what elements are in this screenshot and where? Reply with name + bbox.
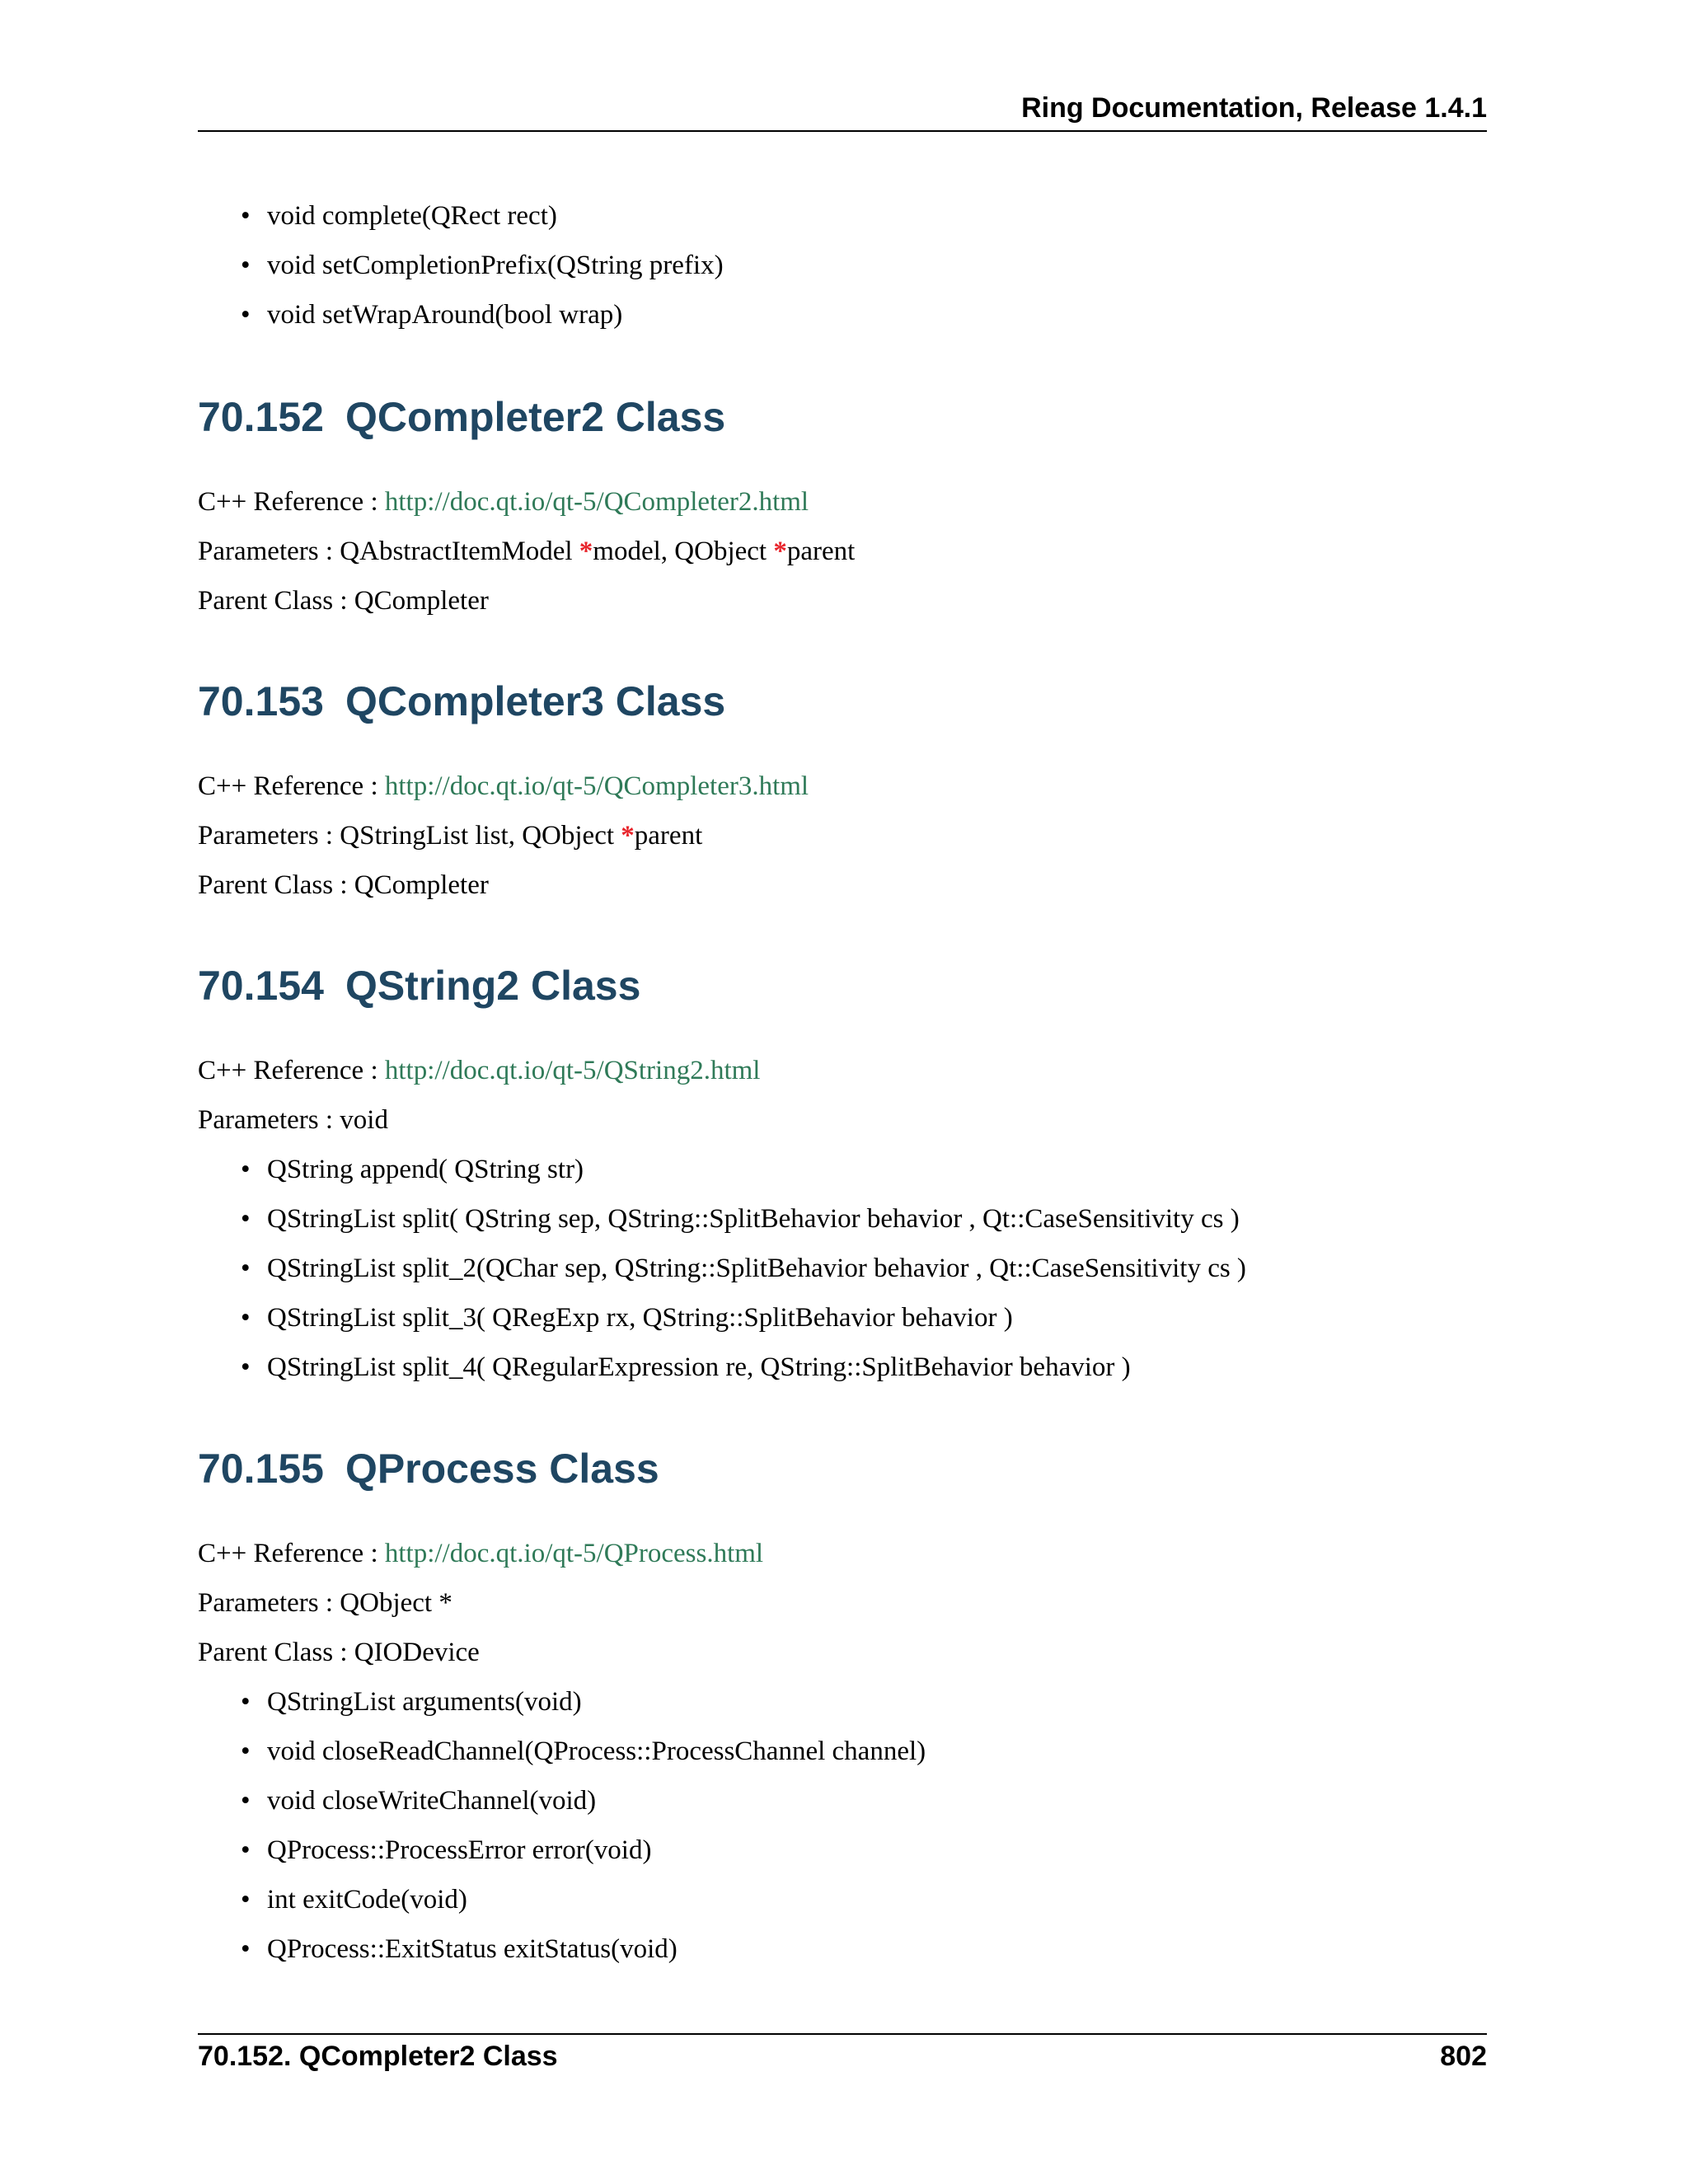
list-item: • void complete(QRect rect) [198,199,1487,249]
parameters-label: Parameters : [198,1588,340,1618]
parameters-label: Parameters : [198,821,340,851]
list-item: • QStringList arguments(void) [198,1685,1487,1735]
pointer-star: * [579,537,593,566]
section-qstring2 [198,961,1487,1010]
parameters-value: void [340,1105,388,1135]
parent-class [198,584,1487,634]
parameters [198,1104,1487,1153]
parent-class-label: Parent Class : [198,586,354,616]
parameters-text: parent [634,821,703,851]
cpp-reference-link[interactable]: http://doc.qt.io/qt-5/QProcess.html [384,1539,764,1568]
parameters-text: QAbstractItemModel [340,537,579,566]
parameters-value: QObject * [340,1588,452,1618]
parent-class-value: QIODevice [354,1638,480,1667]
parameters [198,819,1487,869]
header-rule [198,130,1487,132]
section-number: 70.155 [198,1446,324,1492]
section-heading [198,392,1487,442]
top-method-list [198,199,1487,348]
cpp-reference [198,1054,1487,1104]
cpp-reference [198,485,1487,535]
page-number: 802 [1440,2041,1487,2072]
pointer-star: * [621,821,635,851]
section-number: 70.153 [198,678,324,724]
parent-class-value: QCompleter [354,586,489,616]
section-heading [198,1444,1487,1493]
cpp-reference-label: C++ Reference : [198,487,385,517]
list-item: • QProcess::ExitStatus exitStatus(void) [198,1933,1487,1982]
running-header: Ring Documentation, Release 1.4.1 [1021,92,1487,124]
list-item: • QStringList split_2(QChar sep, QString::SplitBehavior behavior , Qt::CaseSensitivity cs ) [198,1252,1487,1301]
list-item: • void setCompletionPrefix(QString prefix) [198,249,1487,298]
section-qprocess-body [198,1537,1487,1982]
parameters-text: parent [786,537,856,566]
section-heading [198,677,1487,726]
section-qcompleter2 [198,392,1487,442]
parameters-text: QStringList list, QObject [340,821,621,851]
list-item: • void closeReadChannel(QProcess::ProcessChannel channel) [198,1735,1487,1784]
parent-class-label: Parent Class : [198,1638,354,1667]
section-qcompleter2-body [198,485,1487,634]
section-number: 70.152 [198,394,324,440]
parameters-label: Parameters : [198,1105,340,1135]
section-title: QCompleter3 Class [345,678,726,724]
list-item: • QStringList split_3( QRegExp rx, QString::SplitBehavior behavior ) [198,1301,1487,1351]
list-item: • int exitCode(void) [198,1883,1487,1933]
list-item: • void closeWriteChannel(void) [198,1784,1487,1834]
parameters-label: Parameters : [198,537,340,566]
cpp-reference-label: C++ Reference : [198,1539,385,1568]
section-number: 70.154 [198,963,324,1009]
top-method-list-block [198,199,1487,348]
footer-rule [198,2033,1487,2035]
list-item: • QStringList split_4( QRegularExpression re, QString::SplitBehavior behavior ) [198,1351,1487,1400]
parent-class-label: Parent Class : [198,870,354,900]
method-list [198,1685,1487,1982]
cpp-reference-label: C++ Reference : [198,1056,385,1085]
cpp-reference [198,770,1487,819]
parent-class [198,1636,1487,1685]
method-list [198,1153,1487,1400]
section-title: QProcess Class [345,1446,659,1492]
section-title: QString2 Class [345,963,641,1009]
section-qstring2-body [198,1054,1487,1400]
cpp-reference-link[interactable]: http://doc.qt.io/qt-5/QString2.html [384,1056,761,1085]
parameters [198,1586,1487,1636]
section-qcompleter3 [198,677,1487,726]
list-item: • void setWrapAround(bool wrap) [198,298,1487,348]
cpp-reference-link[interactable]: http://doc.qt.io/qt-5/QCompleter3.html [384,771,809,801]
parent-class-value: QCompleter [354,870,489,900]
cpp-reference-label: C++ Reference : [198,771,385,801]
parent-class [198,869,1487,918]
parameters [198,535,1487,584]
footer-section-title: 70.152. QCompleter2 Class [198,2041,558,2072]
pointer-star: * [773,537,787,566]
list-item: • QProcess::ProcessError error(void) [198,1834,1487,1883]
parameters-text: model, QObject [593,537,774,566]
document-page [198,0,1487,2184]
section-title: QCompleter2 Class [345,394,726,440]
cpp-reference [198,1537,1487,1586]
section-qprocess [198,1444,1487,1493]
section-qcompleter3-body [198,770,1487,918]
section-heading [198,961,1487,1010]
list-item: • QString append( QString str) [198,1153,1487,1202]
cpp-reference-link[interactable]: http://doc.qt.io/qt-5/QCompleter2.html [384,487,809,517]
list-item: • QStringList split( QString sep, QString::SplitBehavior behavior , Qt::CaseSensitivity cs ) [198,1202,1487,1252]
